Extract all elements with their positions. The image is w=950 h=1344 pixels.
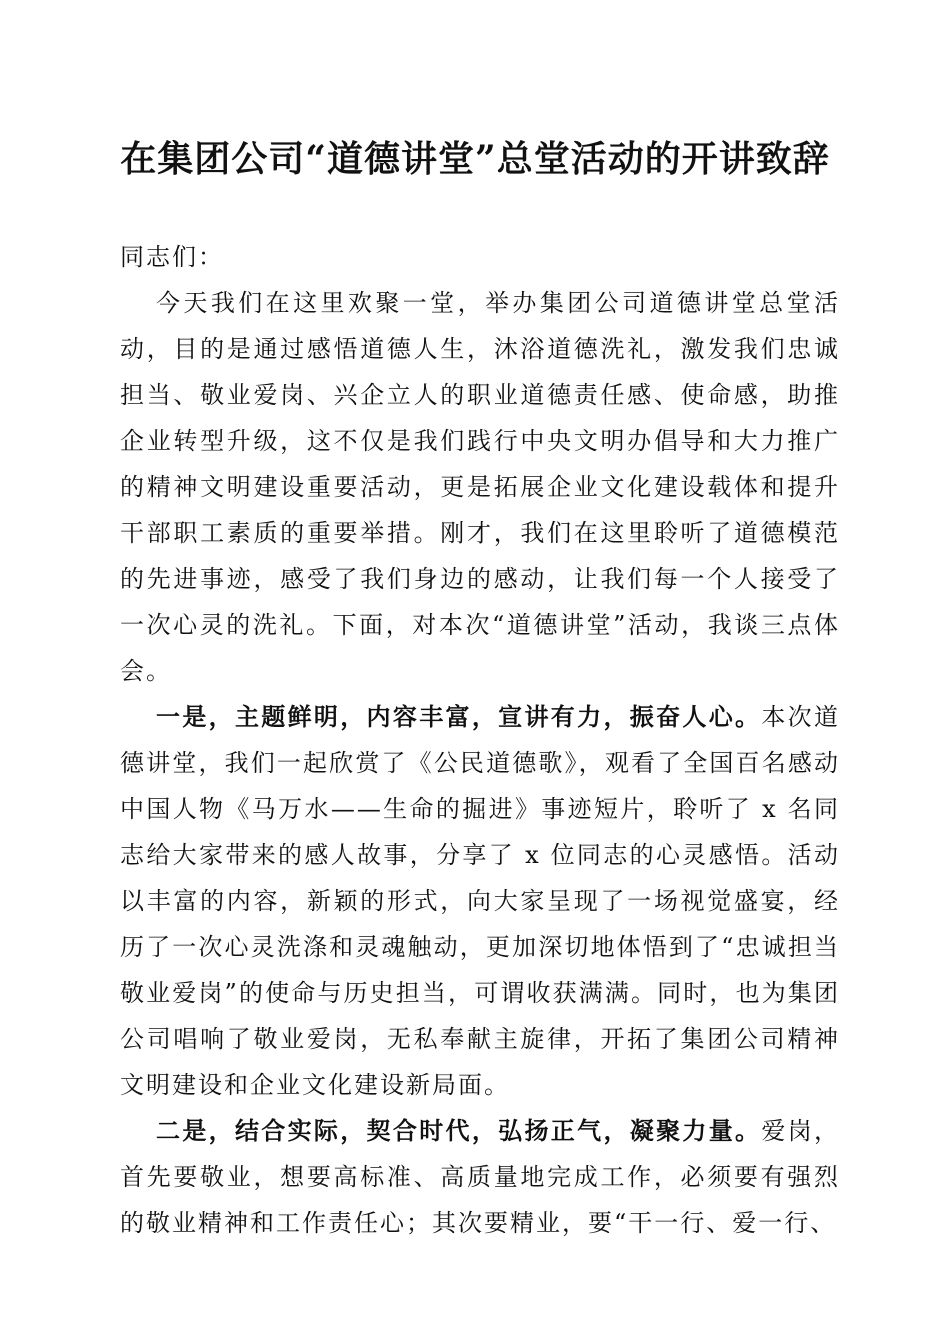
- paragraph-intro: [120, 280, 840, 694]
- paragraph-lead: 二是，结合实际，契合时代，弘扬正气，凝聚力量。: [156, 1116, 762, 1145]
- paragraph-text: 本次道德讲堂，我们一起欣赏了《公民道德歌》，观看了全国百名感动中国人物《马万水——生命的掘进》事迹短片，聆听了 x 名同志给大家带来的感人故事，分享了 x 位同志的心灵感悟。活动以丰富的内容，新颖的形式，向大家呈现了一场视觉盛宴，经历了一次心灵洗涤和灵魂触动，更加深切地体悟到了“忠诚担当敬业爱岗”的使命与历史担当，可谓收获满满。同时，也为集团公司唱响了敬业爱岗，无私奉献主旋律，开拓了集团公司精神文明建设和企业文化建设新局面。: [120, 703, 840, 1099]
- paragraph-point-two: [120, 1108, 840, 1246]
- paragraph-point-one: [120, 694, 840, 1108]
- paragraph-text: 爱岗，首先要敬业，想要高标准、高质量地完成工作，必须要有强烈的敬业精神和工作责任心；其次要精业，要“干一行、爱一行、: [120, 1117, 840, 1237]
- document-body: [120, 234, 840, 1246]
- paragraph-lead: 一是，主题鲜明，内容丰富，宣讲有力，振奋人心。: [156, 702, 762, 731]
- paragraph-text: 今天我们在这里欢聚一堂，举办集团公司道德讲堂总堂活动，目的是通过感悟道德人生，沐浴道德洗礼，激发我们忠诚担当、敬业爱岗、兴企立人的职业道德责任感、使命感，助推企业转型升级，这不仅是我们践行中央文明办倡导和大力推广的精神文明建设重要活动，更是拓展企业文化建设载体和提升干部职工素质的重要举措。刚才，我们在这里聆听了道德模范的先进事迹，感受了我们身边的感动，让我们每一个人接受了一次心灵的洗礼。下面，对本次“道德讲堂”活动，我谈三点体会。: [120, 289, 840, 685]
- salutation: 同志们：: [120, 243, 224, 271]
- document-title: 在集团公司“道德讲堂”总堂活动的开讲致辞: [120, 138, 830, 180]
